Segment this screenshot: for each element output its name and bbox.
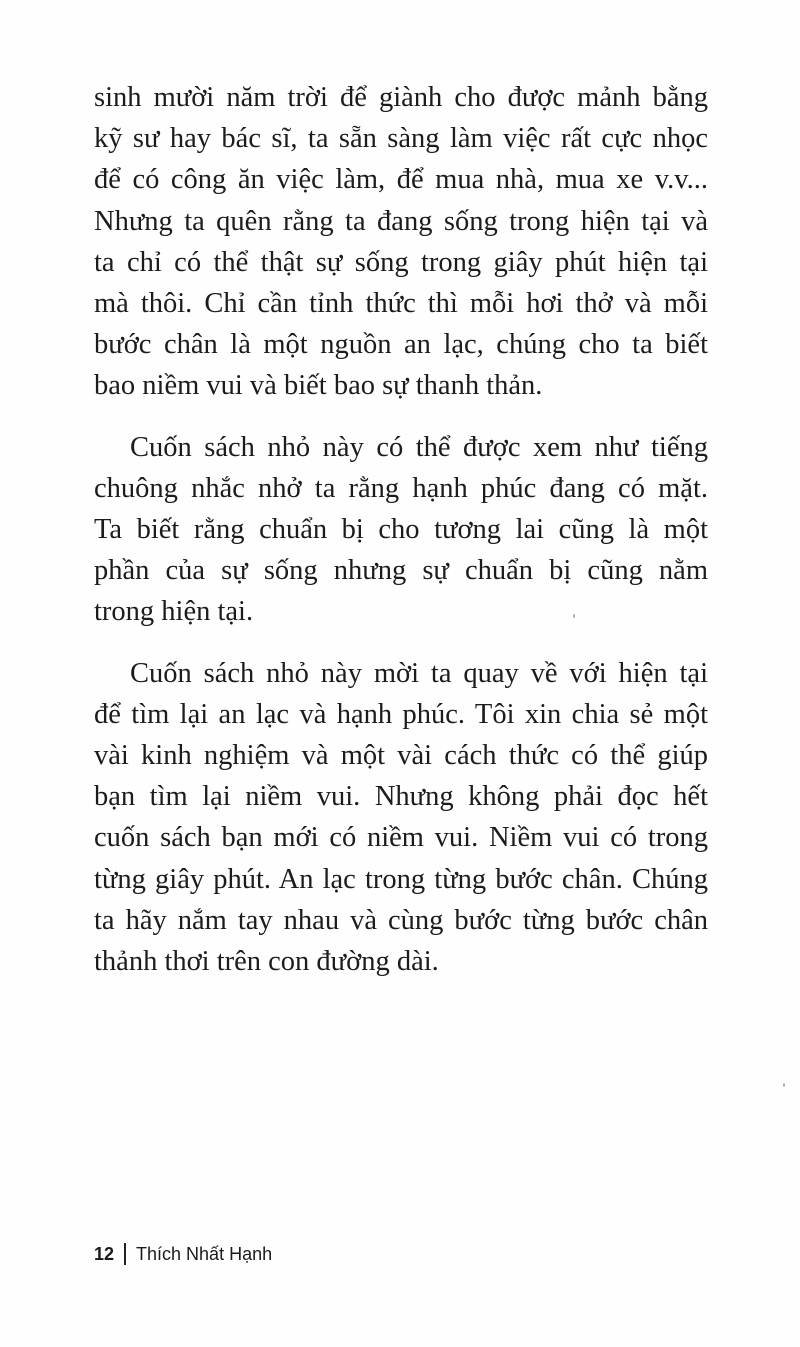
text-line: kỹ sư hay bác sĩ, ta sẵn sàng làm việc rất cực nhọc xyxy=(94,123,708,155)
text-line: cuốn sách bạn mới có niềm vui. Niềm vui có trong xyxy=(94,822,708,854)
text-line: phần của sự sống nhưng sự chuẩn bị cũng nằm xyxy=(94,555,708,587)
text-line: Ta biết rằng chuẩn bị cho tương lai cũng là một xyxy=(94,514,708,546)
paragraph-2 xyxy=(94,427,708,633)
text-line: ta chỉ có thể thật sự sống trong giây phút hiện tại xyxy=(94,246,708,278)
text-line: trong hiện tại. xyxy=(94,596,254,628)
text-line: bao niềm vui và biết bao sự thanh thản. xyxy=(94,370,543,402)
text-line: chuông nhắc nhở ta rằng hạnh phúc đang có mặt. xyxy=(94,472,708,504)
page-footer xyxy=(94,1243,272,1265)
text-line: Nhưng ta quên rằng ta đang sống trong hiện tại và xyxy=(94,205,708,237)
text-line: để có công ăn việc làm, để mua nhà, mua xe v.v... xyxy=(94,164,708,196)
text-line: vài kinh nghiệm và một vài cách thức có thể giúp xyxy=(94,740,708,772)
author-name: Thích Nhất Hạnh xyxy=(136,1243,273,1264)
body-text xyxy=(94,77,708,1002)
paragraph-1 xyxy=(94,77,708,407)
paper-speck xyxy=(783,1083,785,1087)
page-number: 12 xyxy=(94,1243,115,1264)
text-line: sinh mười năm trời để giành cho được mảnh bằng xyxy=(94,82,708,113)
paragraph-3 xyxy=(94,653,708,983)
text-line: ta hãy nắm tay nhau và cùng bước từng bước chân xyxy=(94,904,708,936)
text-line: để tìm lại an lạc và hạnh phúc. Tôi xin chia sẻ một xyxy=(94,698,708,730)
text-line: Cuốn sách nhỏ này mời ta quay về với hiện tại xyxy=(130,657,708,689)
text-line: từng giây phút. An lạc trong từng bước chân. Chúng xyxy=(94,863,708,895)
text-line: thảnh thơi trên con đường dài. xyxy=(94,946,439,978)
text-line: Cuốn sách nhỏ này có thể được xem như tiếng xyxy=(130,431,708,463)
text-line: mà thôi. Chỉ cần tỉnh thức thì mỗi hơi thở và mỗi xyxy=(94,288,708,320)
footer-divider xyxy=(124,1243,126,1265)
text-line: bước chân là một nguồn an lạc, chúng cho ta biết xyxy=(94,329,708,361)
paper-speck xyxy=(573,614,575,618)
text-line: bạn tìm lại niềm vui. Nhưng không phải đọc hết xyxy=(94,781,708,813)
